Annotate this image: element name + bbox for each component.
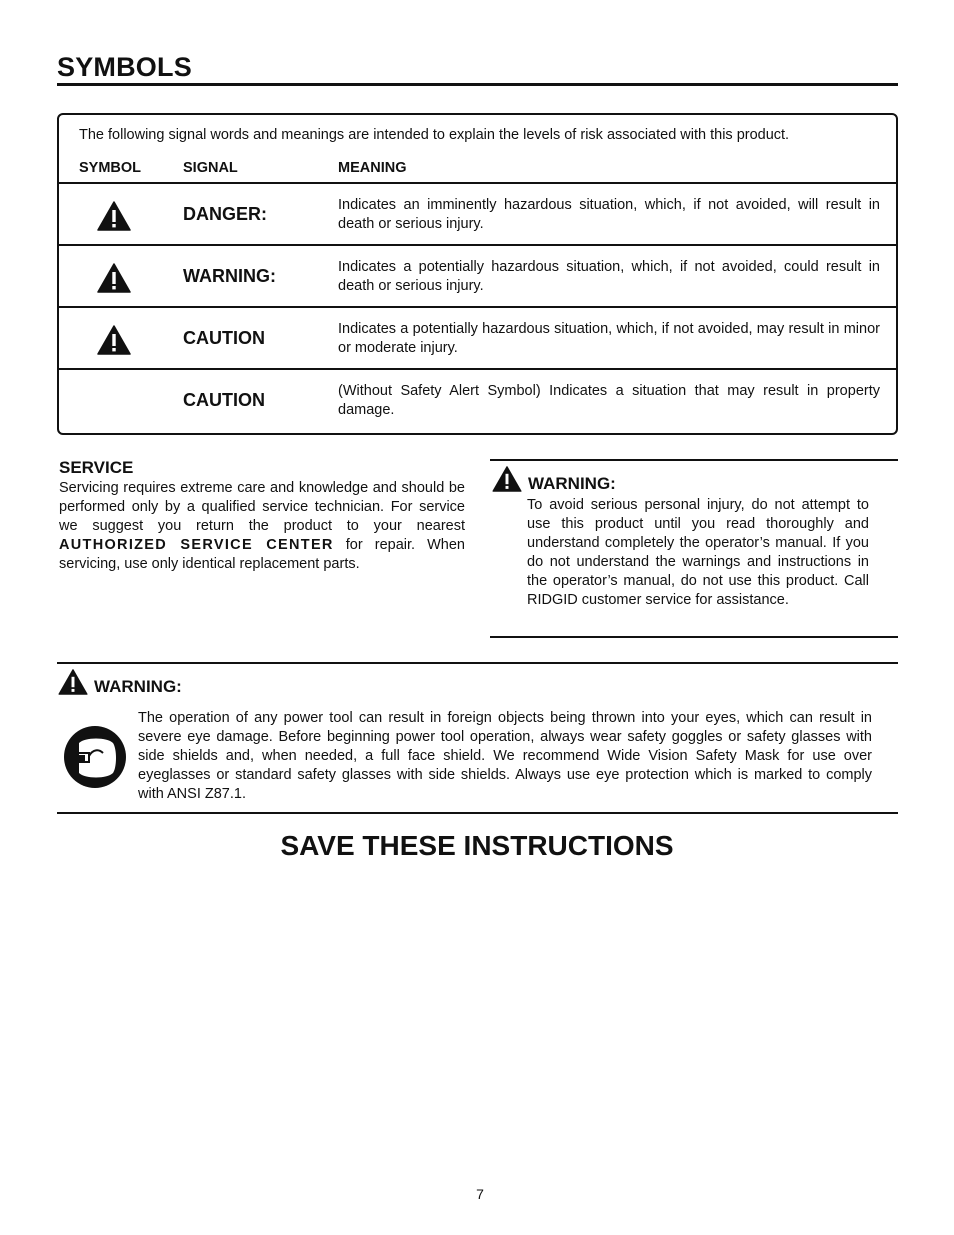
symbols-table — [57, 113, 898, 435]
title-rule — [57, 83, 898, 86]
signal-word: CAUTION — [183, 328, 265, 348]
symbol-row-warning — [59, 244, 896, 308]
signal-word: CAUTION — [183, 390, 265, 410]
safety-alert-triangle-icon — [492, 466, 522, 492]
column-header-meaning: MEANING — [338, 160, 407, 176]
warning-heading: WARNING: — [528, 474, 616, 493]
warning-heading: WARNING: — [94, 677, 182, 696]
safety-alert-triangle-icon — [97, 201, 131, 231]
signal-meaning: (Without Safety Alert Symbol) Indicates a situation that may result in property damage. — [338, 383, 880, 418]
eye-protection-icon — [63, 725, 127, 789]
safety-alert-triangle-icon — [97, 325, 131, 355]
section-title: SYMBOLS — [57, 52, 192, 82]
symbol-row-caution — [59, 306, 896, 370]
column-header-symbol: SYMBOL — [79, 160, 142, 176]
service-text — [59, 479, 465, 574]
signal-meaning: Indicates a potentially hazardous situation, which, if not avoided, could result in death or serious injury. — [338, 259, 880, 294]
symbol-row-danger — [59, 182, 896, 246]
warning-text: The operation of any power tool can result in foreign objects being thrown into your eyes, which can result in severe eye damage. Before beginning power tool operation, always wear safety goggles or safety glasses with side shields and, when needed, a full face shield. We recommend Wide Vision Safety Mask for use over eyeglasses or standard safety glasses with side shields. Always use eye protection which is marked to comply with ANSI Z87.1. — [138, 710, 872, 802]
service-heading: SERVICE — [59, 458, 134, 477]
safety-alert-triangle-icon — [58, 669, 88, 695]
symbol-row-caution-no-symbol — [59, 368, 896, 432]
warning-text: To avoid serious personal injury, do not attempt to use this product until you read thoroughly and understand completely the operator’s manual. If you do not understand the warnings and instructions in the operator’s manual, do not use this product. Call RIDGID customer service for assistance. — [527, 497, 869, 608]
service-text-end: for repair. When servicing, use only identical replacement parts. — [59, 537, 466, 572]
symbols-intro: The following signal words and meanings are intended to explain the levels of risk associated with this product. — [79, 127, 790, 143]
warning-box-eye-protection — [57, 662, 898, 814]
column-header-signal: SIGNAL — [183, 160, 238, 176]
warning-box-manual — [490, 459, 898, 638]
signal-meaning: Indicates a potentially hazardous situation, which, if not avoided, may result in minor or moderate injury. — [338, 321, 880, 356]
safety-alert-triangle-icon — [97, 263, 131, 293]
signal-word: WARNING: — [183, 266, 276, 286]
service-text-start: Servicing requires extreme care and knowledge and should be performed only by a qualified service technician. For service we suggest you return the product to your nearest — [59, 480, 465, 534]
page-number: 7 — [476, 1186, 484, 1202]
authorized-service-center: AUTHORIZED SERVICE CENTER — [59, 537, 334, 553]
save-instructions-heading: SAVE THESE INSTRUCTIONS — [280, 830, 674, 861]
signal-word: DANGER: — [183, 204, 267, 224]
signal-meaning: Indicates an imminently hazardous situation, which, if not avoided, will result in death or serious injury. — [338, 197, 880, 232]
